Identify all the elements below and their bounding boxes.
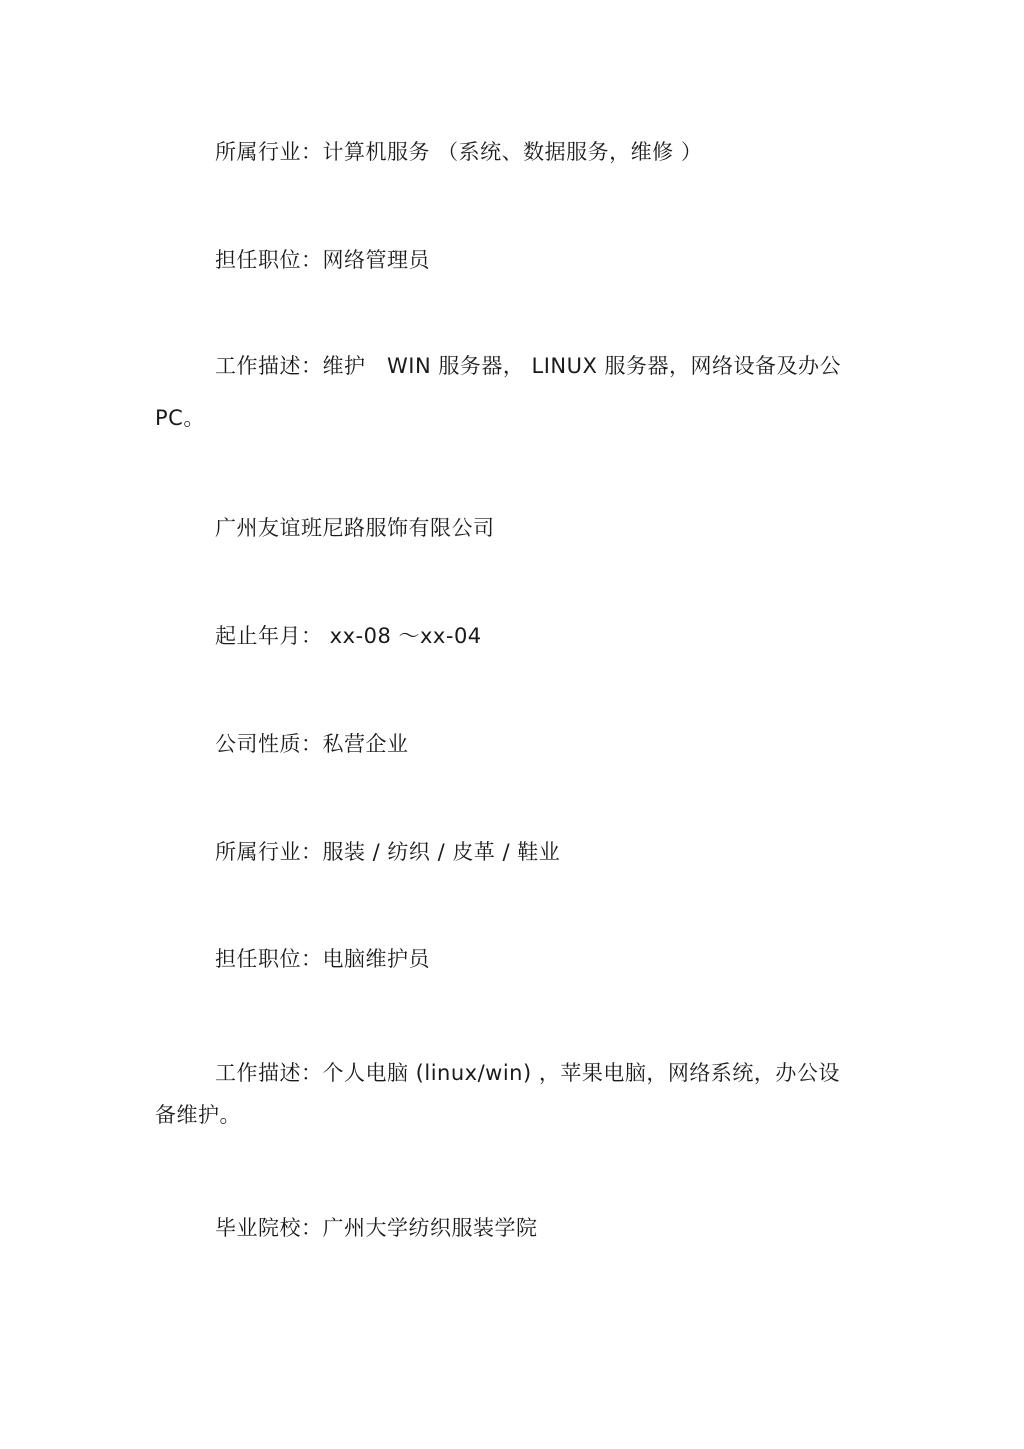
graduate-school: 毕业院校：广州大学纺织服装学院 xyxy=(215,1216,538,1240)
job-description-line-1: 工作描述：维护 WIN 服务器， LINUX 服务器，网络设备及办公 PC。 xyxy=(155,354,842,430)
company-type: 公司性质：私营企业 xyxy=(215,732,409,756)
company-name: 广州友谊班尼路服饰有限公司 xyxy=(215,516,495,540)
date-range: 起止年月： xx-08 ～xx-04 xyxy=(215,624,482,648)
industry-line-2: 所属行业：服装 / 纺织 / 皮革 / 鞋业 xyxy=(215,840,561,864)
industry-line-1: 所属行业：计算机服务 （系统、数据服务，维修 ） xyxy=(215,140,703,164)
position-line-2: 担任职位：电脑维护员 xyxy=(215,947,430,971)
job-description-line-2: 工作描述：个人电脑 (linux/win) ，苹果电脑，网络系统，办公设备维护。 xyxy=(155,1061,840,1127)
position-line-1: 担任职位：网络管理员 xyxy=(215,248,430,272)
